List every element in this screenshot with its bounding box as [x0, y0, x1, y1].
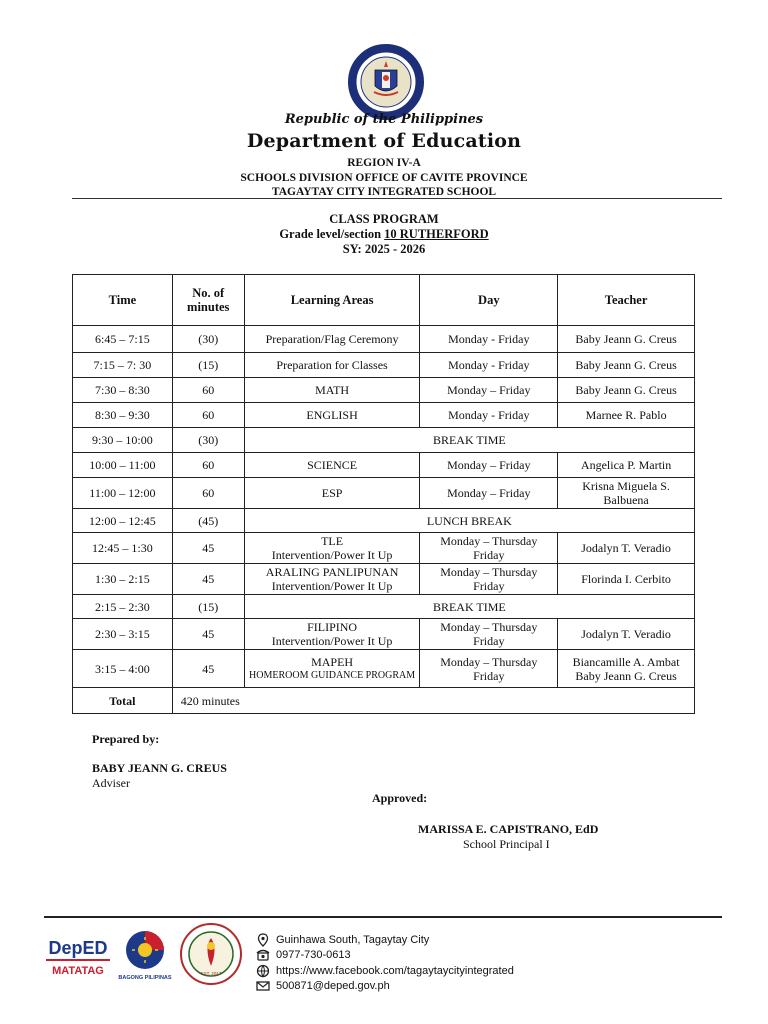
cell-break: BREAK TIME — [244, 428, 694, 453]
day-sub: Friday — [473, 548, 505, 562]
table-row-break — [73, 595, 695, 619]
cell-teacher: Angelica P. Martin — [558, 453, 695, 478]
cell-time: 3:15 – 4:00 — [73, 650, 173, 688]
cell-time: 2:30 – 3:15 — [73, 619, 173, 650]
cell-minutes: (30) — [172, 428, 244, 453]
contact-email-link[interactable]: 500871@deped.gov.ph — [276, 980, 390, 993]
cell-area: MATH — [244, 378, 420, 403]
school-year: SY: 2025 - 2026 — [342, 242, 426, 256]
contact-email-row[interactable] — [256, 979, 514, 995]
table-row — [73, 378, 695, 403]
table-row — [73, 619, 695, 650]
cell-area: ENGLISH — [244, 403, 420, 428]
table-row — [73, 564, 695, 595]
contact-info — [256, 932, 514, 994]
table-row — [73, 453, 695, 478]
cell-minutes: (15) — [172, 595, 244, 619]
area-main: MAPEH — [311, 654, 354, 669]
cell-area: Preparation for Classes — [244, 353, 420, 378]
area-sub: Intervention/Power It Up — [271, 634, 393, 648]
total-value: 420 minutes — [172, 688, 694, 714]
approved-role: School Principal I — [463, 837, 550, 851]
cell-teacher: Baby Jeann G. Creus — [558, 353, 695, 378]
table-row — [73, 650, 695, 688]
header-divider — [72, 198, 722, 199]
contact-address-row — [256, 932, 514, 948]
class-program-heading: CLASS PROGRAM — [329, 212, 439, 226]
area-sub: Intervention/Power It Up — [271, 579, 393, 593]
header-lines — [0, 156, 768, 200]
cell-lunch: LUNCH BREAK — [244, 509, 694, 533]
cell-minutes: 60 — [172, 378, 244, 403]
cell-time: 8:30 – 9:30 — [73, 403, 173, 428]
cell-area — [244, 650, 420, 688]
day-main: Monday – Thursday — [440, 565, 538, 579]
cell-day — [420, 533, 558, 564]
republic-line: Republic of the Philippines — [284, 112, 484, 127]
web-icon — [256, 964, 270, 978]
header-day: Day — [420, 275, 558, 326]
cell-teacher: Marnee R. Pablo — [558, 403, 695, 428]
deped-seal-logo — [348, 44, 424, 120]
approved-label: Approved: — [372, 791, 428, 805]
tcis-est-text: EST. 2017 — [200, 971, 222, 976]
cell-minutes: 45 — [172, 533, 244, 564]
cell-time: 12:45 – 1:30 — [73, 533, 173, 564]
cell-minutes: 45 — [172, 564, 244, 595]
header-time: Time — [73, 275, 173, 326]
cell-minutes: 60 — [172, 478, 244, 509]
bagong-pilipinas-logo — [116, 928, 174, 984]
area-sub: Intervention/Power It Up — [271, 548, 393, 562]
day-sub: Friday — [473, 668, 505, 683]
table-row — [73, 403, 695, 428]
department-title: Department of Education — [246, 130, 522, 152]
teacher-main: Biancamille A. Ambat — [572, 654, 680, 669]
tcis-seal-logo — [178, 922, 244, 986]
cell-teacher: Baby Jeann G. Creus — [558, 326, 695, 353]
cell-minutes: 45 — [172, 650, 244, 688]
cell-teacher: Florinda I. Cerbito — [558, 564, 695, 595]
region-line: REGION IV-A — [347, 157, 421, 169]
cell-day: Monday – Friday — [420, 453, 558, 478]
area-main: ARALING PANLIPUNAN — [265, 565, 399, 579]
cell-teacher — [558, 650, 695, 688]
table-row — [73, 326, 695, 353]
grade-section-line — [0, 227, 768, 242]
day-main: Monday – Thursday — [440, 620, 538, 634]
matatag-text: MATATAG — [52, 965, 104, 977]
day-sub: Friday — [473, 579, 505, 593]
cell-day: Monday - Friday — [420, 326, 558, 353]
cell-area — [244, 564, 420, 595]
phone-icon — [256, 948, 270, 962]
deped-matatag-logo — [42, 930, 114, 986]
table-row — [73, 353, 695, 378]
cell-teacher: Krisna Miguela S. Balbuena — [558, 478, 695, 509]
cell-day — [420, 619, 558, 650]
footer-divider — [44, 916, 722, 918]
cell-teacher: Baby Jeann G. Creus — [558, 378, 695, 403]
table-row — [73, 533, 695, 564]
prepared-role: Adviser — [92, 776, 130, 790]
cell-time: 9:30 – 10:00 — [73, 428, 173, 453]
area-sub: HOMEROOM GUIDANCE PROGRAM — [249, 669, 416, 681]
cell-time: 7:15 – 7: 30 — [73, 353, 173, 378]
cell-time: 2:15 – 2:30 — [73, 595, 173, 619]
cell-time: 12:00 – 12:45 — [73, 509, 173, 533]
cell-minutes: (45) — [172, 509, 244, 533]
table-header-row — [73, 275, 695, 326]
area-main: FILIPINO — [307, 620, 358, 634]
class-schedule-table — [72, 274, 695, 714]
cell-minutes: 60 — [172, 453, 244, 478]
cell-minutes: (15) — [172, 353, 244, 378]
mail-icon — [256, 979, 270, 993]
cell-day: Monday - Friday — [420, 353, 558, 378]
cell-time: 7:30 – 8:30 — [73, 378, 173, 403]
area-main: TLE — [321, 534, 344, 548]
contact-phone: 0977-730-0613 — [276, 949, 351, 962]
bagong-pilipinas-text: BAGONG PILIPINAS — [118, 975, 172, 981]
day-main: Monday – Thursday — [440, 534, 538, 548]
contact-phone-row — [256, 948, 514, 964]
location-pin-icon — [256, 933, 270, 947]
cell-area: SCIENCE — [244, 453, 420, 478]
prepared-name: BABY JEANN G. CREUS — [92, 761, 227, 775]
table-row-break — [73, 428, 695, 453]
cell-minutes: (30) — [172, 326, 244, 353]
school-line: TAGAYTAY CITY INTEGRATED SCHOOL — [271, 186, 497, 198]
cell-area: Preparation/Flag Ceremony — [244, 326, 420, 353]
table-row — [73, 478, 695, 509]
cell-day: Monday – Friday — [420, 378, 558, 403]
division-line: SCHOOLS DIVISION OFFICE OF CAVITE PROVINCE — [240, 171, 528, 184]
header-teacher: Teacher — [558, 275, 695, 326]
approved-name: MARISSA E. CAPISTRANO, EdD — [418, 822, 599, 836]
cell-area: ESP — [244, 478, 420, 509]
prepared-label: Prepared by: — [92, 732, 160, 746]
cell-time: 11:00 – 12:00 — [73, 478, 173, 509]
header-learning-areas: Learning Areas — [244, 275, 420, 326]
contact-facebook-link[interactable]: https://www.facebook.com/tagaytaycityintegrated — [276, 964, 514, 977]
cell-day: Monday - Friday — [420, 403, 558, 428]
cell-day — [420, 564, 558, 595]
day-sub: Friday — [473, 634, 505, 648]
contact-facebook-row[interactable] — [256, 963, 514, 979]
table-total-row — [73, 688, 695, 714]
cell-minutes: 60 — [172, 403, 244, 428]
cell-time: 1:30 – 2:15 — [73, 564, 173, 595]
grade-value: 10 RUTHERFORD — [384, 227, 489, 241]
header-minutes: No. of minutes — [172, 275, 244, 326]
cell-area — [244, 619, 420, 650]
table-row-lunch — [73, 509, 695, 533]
cell-day — [420, 650, 558, 688]
teacher-sub: Baby Jeann G. Creus — [575, 668, 677, 683]
grade-prefix: Grade level/section — [279, 227, 382, 241]
contact-address: Guinhawa South, Tagaytay City — [276, 933, 430, 946]
deped-logo-text: DepED — [48, 938, 108, 958]
cell-teacher: Jodalyn T. Veradio — [558, 533, 695, 564]
cell-time: 10:00 – 11:00 — [73, 453, 173, 478]
program-title — [0, 212, 768, 257]
cell-area — [244, 533, 420, 564]
cell-minutes: 45 — [172, 619, 244, 650]
cell-time: 6:45 – 7:15 — [73, 326, 173, 353]
total-label: Total — [73, 688, 173, 714]
cell-teacher: Jodalyn T. Veradio — [558, 619, 695, 650]
day-main: Monday – Thursday — [440, 654, 538, 669]
cell-break: BREAK TIME — [244, 595, 694, 619]
cell-day: Monday – Friday — [420, 478, 558, 509]
